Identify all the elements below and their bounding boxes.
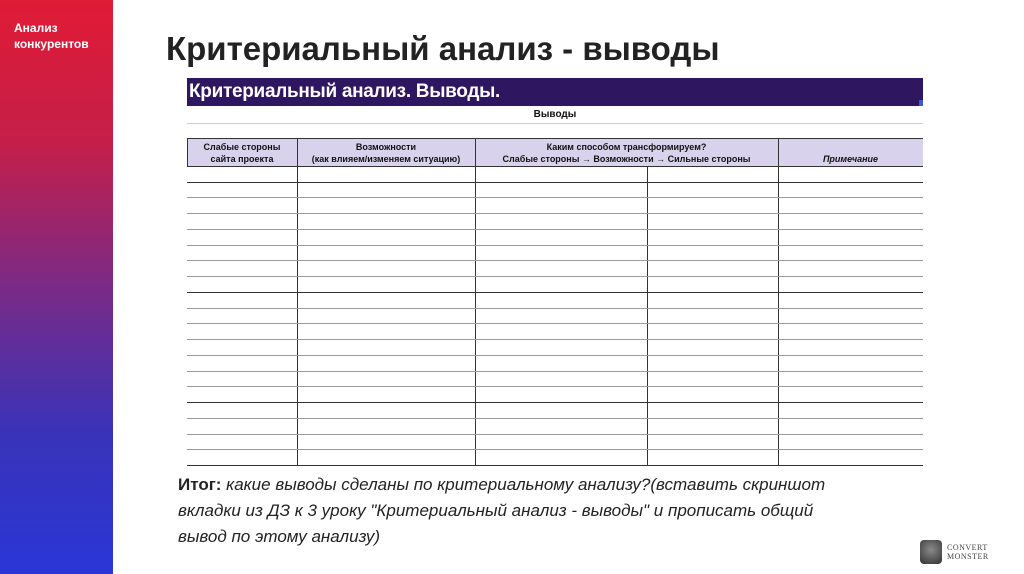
table-row-line — [187, 323, 923, 324]
column-header-weaknesses: Слабые стороны сайта проекта — [203, 142, 281, 164]
sheet-subtitle: Выводы — [187, 106, 923, 124]
table-row-line — [187, 308, 923, 309]
summary-text — [178, 472, 858, 550]
table-row-line — [187, 276, 923, 277]
sheet-blank-row — [187, 123, 923, 139]
table-row-line — [187, 402, 923, 403]
table-row-line — [187, 434, 923, 435]
table-row-line — [187, 371, 923, 372]
table-row-line — [187, 213, 923, 214]
column-divider — [778, 167, 779, 466]
section-label: Анализ конкурентов — [14, 21, 89, 51]
table-row-line — [187, 386, 923, 387]
monster-logo-icon — [920, 540, 942, 564]
header-column-divider — [475, 138, 476, 167]
column-divider — [647, 167, 648, 466]
table-row-line — [187, 465, 923, 466]
table-row-line — [187, 182, 923, 183]
table-row-line — [187, 339, 923, 340]
sidebar-gradient — [0, 0, 113, 574]
column-header-transformation: Каким способом трансформируем? Слабые стороны → Возможности → Сильные стороны — [502, 142, 751, 164]
header-column-divider — [297, 138, 298, 167]
table-row-line — [187, 292, 923, 293]
summary-body: какие выводы сделаны по критериальному анализу?(вставить скриншот вкладки из ДЗ к 3 уроку "Критериальный анализ - выводы" и прописать общий вывод по этому анализу) — [178, 475, 826, 546]
convert-monster-logo — [920, 540, 989, 564]
table-row-line — [187, 418, 923, 419]
table-row-line — [187, 197, 923, 198]
summary-lead: Итог: — [178, 475, 222, 494]
table-row-line — [187, 245, 923, 246]
table-row-line — [187, 229, 923, 230]
column-header-opportunities: Возможности (как влияем/изменяем ситуацию) — [311, 142, 461, 164]
header-column-divider — [187, 138, 188, 167]
header-column-divider — [778, 138, 779, 167]
logo-text: CONVERT MONSTER — [947, 543, 989, 561]
column-header-notes: Примечание — [822, 154, 879, 164]
table-row-line — [187, 260, 923, 261]
spreadsheet-screenshot — [187, 78, 923, 466]
table-row-line — [187, 449, 923, 450]
column-divider — [297, 167, 298, 466]
sheet-banner-title: Критериальный анализ. Выводы. — [189, 81, 500, 102]
page-title: Критериальный анализ - выводы — [166, 30, 720, 67]
sheet-banner — [187, 78, 923, 106]
column-divider — [475, 167, 476, 466]
table-row-line — [187, 355, 923, 356]
